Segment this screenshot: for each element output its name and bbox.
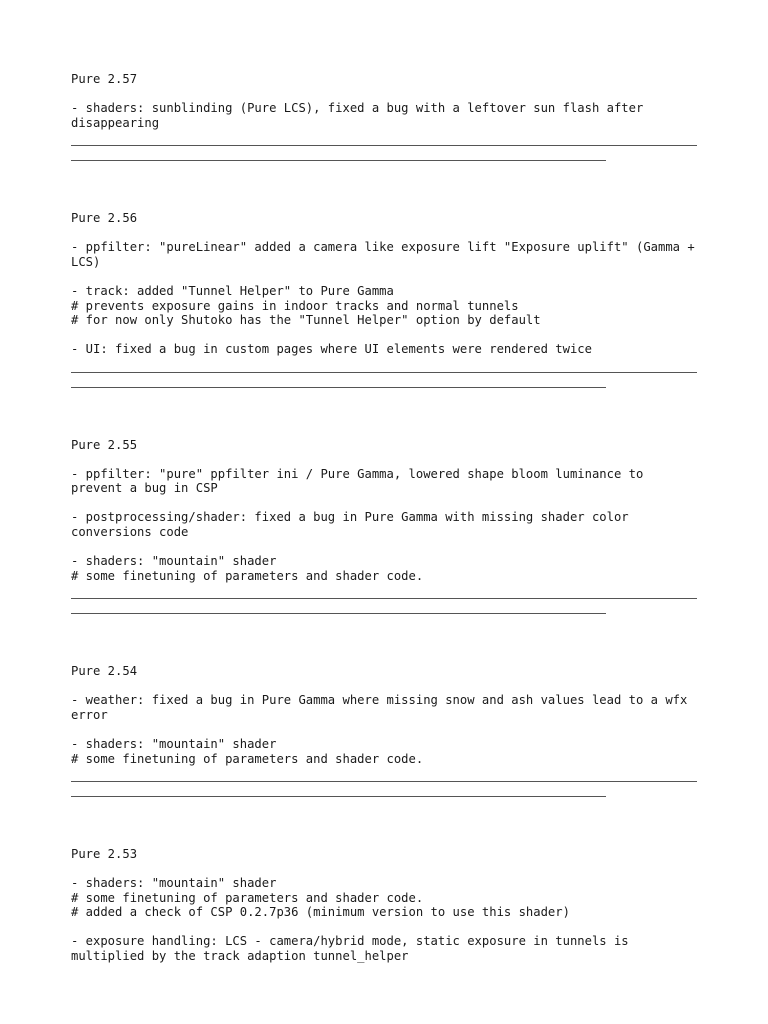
section-separator <box>71 598 701 614</box>
changelog-entry <box>71 693 701 722</box>
changelog-section <box>71 72 701 161</box>
changelog-entry <box>71 737 701 766</box>
section-separator <box>71 372 701 388</box>
changelog-entry <box>71 934 701 963</box>
version-title: Pure 2.55 <box>71 437 138 452</box>
entry-note: # for now only Shutoko has the "Tunnel Helper" option by default <box>71 313 541 328</box>
entry-text: - shaders: "mountain" shader <box>71 875 277 890</box>
entry-text: - weather: fixed a bug in Pure Gamma where missing snow and ash values lead to a wfx error <box>71 693 695 722</box>
entry-text: - UI: fixed a bug in custom pages where UI elements were rendered twice <box>71 342 592 357</box>
divider-line <box>71 781 697 782</box>
changelog-section <box>71 847 701 964</box>
entry-text: - exposure handling: LCS - camera/hybrid mode, static exposure in tunnels is multiplied by the track adaption tunnel_helper <box>71 934 636 963</box>
changelog-entry <box>71 101 701 130</box>
entry-text: - shaders: "mountain" shader <box>71 554 277 569</box>
entry-note: # added a check of CSP 0.2.7p36 (minimum version to use this shader) <box>71 905 570 920</box>
changelog-entry <box>71 510 701 539</box>
version-title: Pure 2.54 <box>71 664 138 679</box>
divider-line <box>71 145 697 146</box>
entry-text: - ppfilter: "pureLinear" added a camera like exposure lift "Exposure uplift" (Gamma + LCS) <box>71 240 703 269</box>
entry-text: - shaders: "mountain" shader <box>71 737 277 751</box>
section-separator <box>71 781 701 797</box>
entry-note: # some finetuning of parameters and shader code. <box>71 568 424 583</box>
changelog <box>71 72 701 978</box>
divider-line <box>71 387 606 388</box>
entry-text: - shaders: sunblinding (Pure LCS), fixed a bug with a leftover sun flash after disappearing <box>71 101 651 130</box>
divider-line <box>71 160 606 161</box>
divider-line <box>71 598 697 599</box>
divider-line <box>71 796 606 797</box>
changelog-entry <box>71 467 701 496</box>
section-separator <box>71 145 701 161</box>
changelog-section <box>71 664 701 797</box>
changelog-section <box>71 211 701 388</box>
entry-note: # some finetuning of parameters and shader code. <box>71 751 424 766</box>
changelog-entry <box>71 554 701 583</box>
version-title: Pure 2.57 <box>71 72 138 86</box>
version-title: Pure 2.56 <box>71 210 138 225</box>
divider-line <box>71 613 606 614</box>
version-title: Pure 2.53 <box>71 846 138 861</box>
entry-note: # prevents exposure gains in indoor tracks and normal tunnels <box>71 298 519 313</box>
entry-note: # some finetuning of parameters and shader code. <box>71 890 424 905</box>
entry-text: - track: added "Tunnel Helper" to Pure Gamma <box>71 283 394 298</box>
changelog-entry <box>71 284 701 328</box>
changelog-section <box>71 438 701 615</box>
changelog-entry <box>71 342 701 357</box>
entry-text: - ppfilter: "pure" ppfilter ini / Pure Gamma, lowered shape bloom luminance to prevent a bug in CSP <box>71 466 651 496</box>
changelog-entry <box>71 876 701 920</box>
changelog-entry <box>71 240 701 269</box>
entry-text: - postprocessing/shader: fixed a bug in Pure Gamma with missing shader color conversions code <box>71 510 636 540</box>
divider-line <box>71 372 697 373</box>
